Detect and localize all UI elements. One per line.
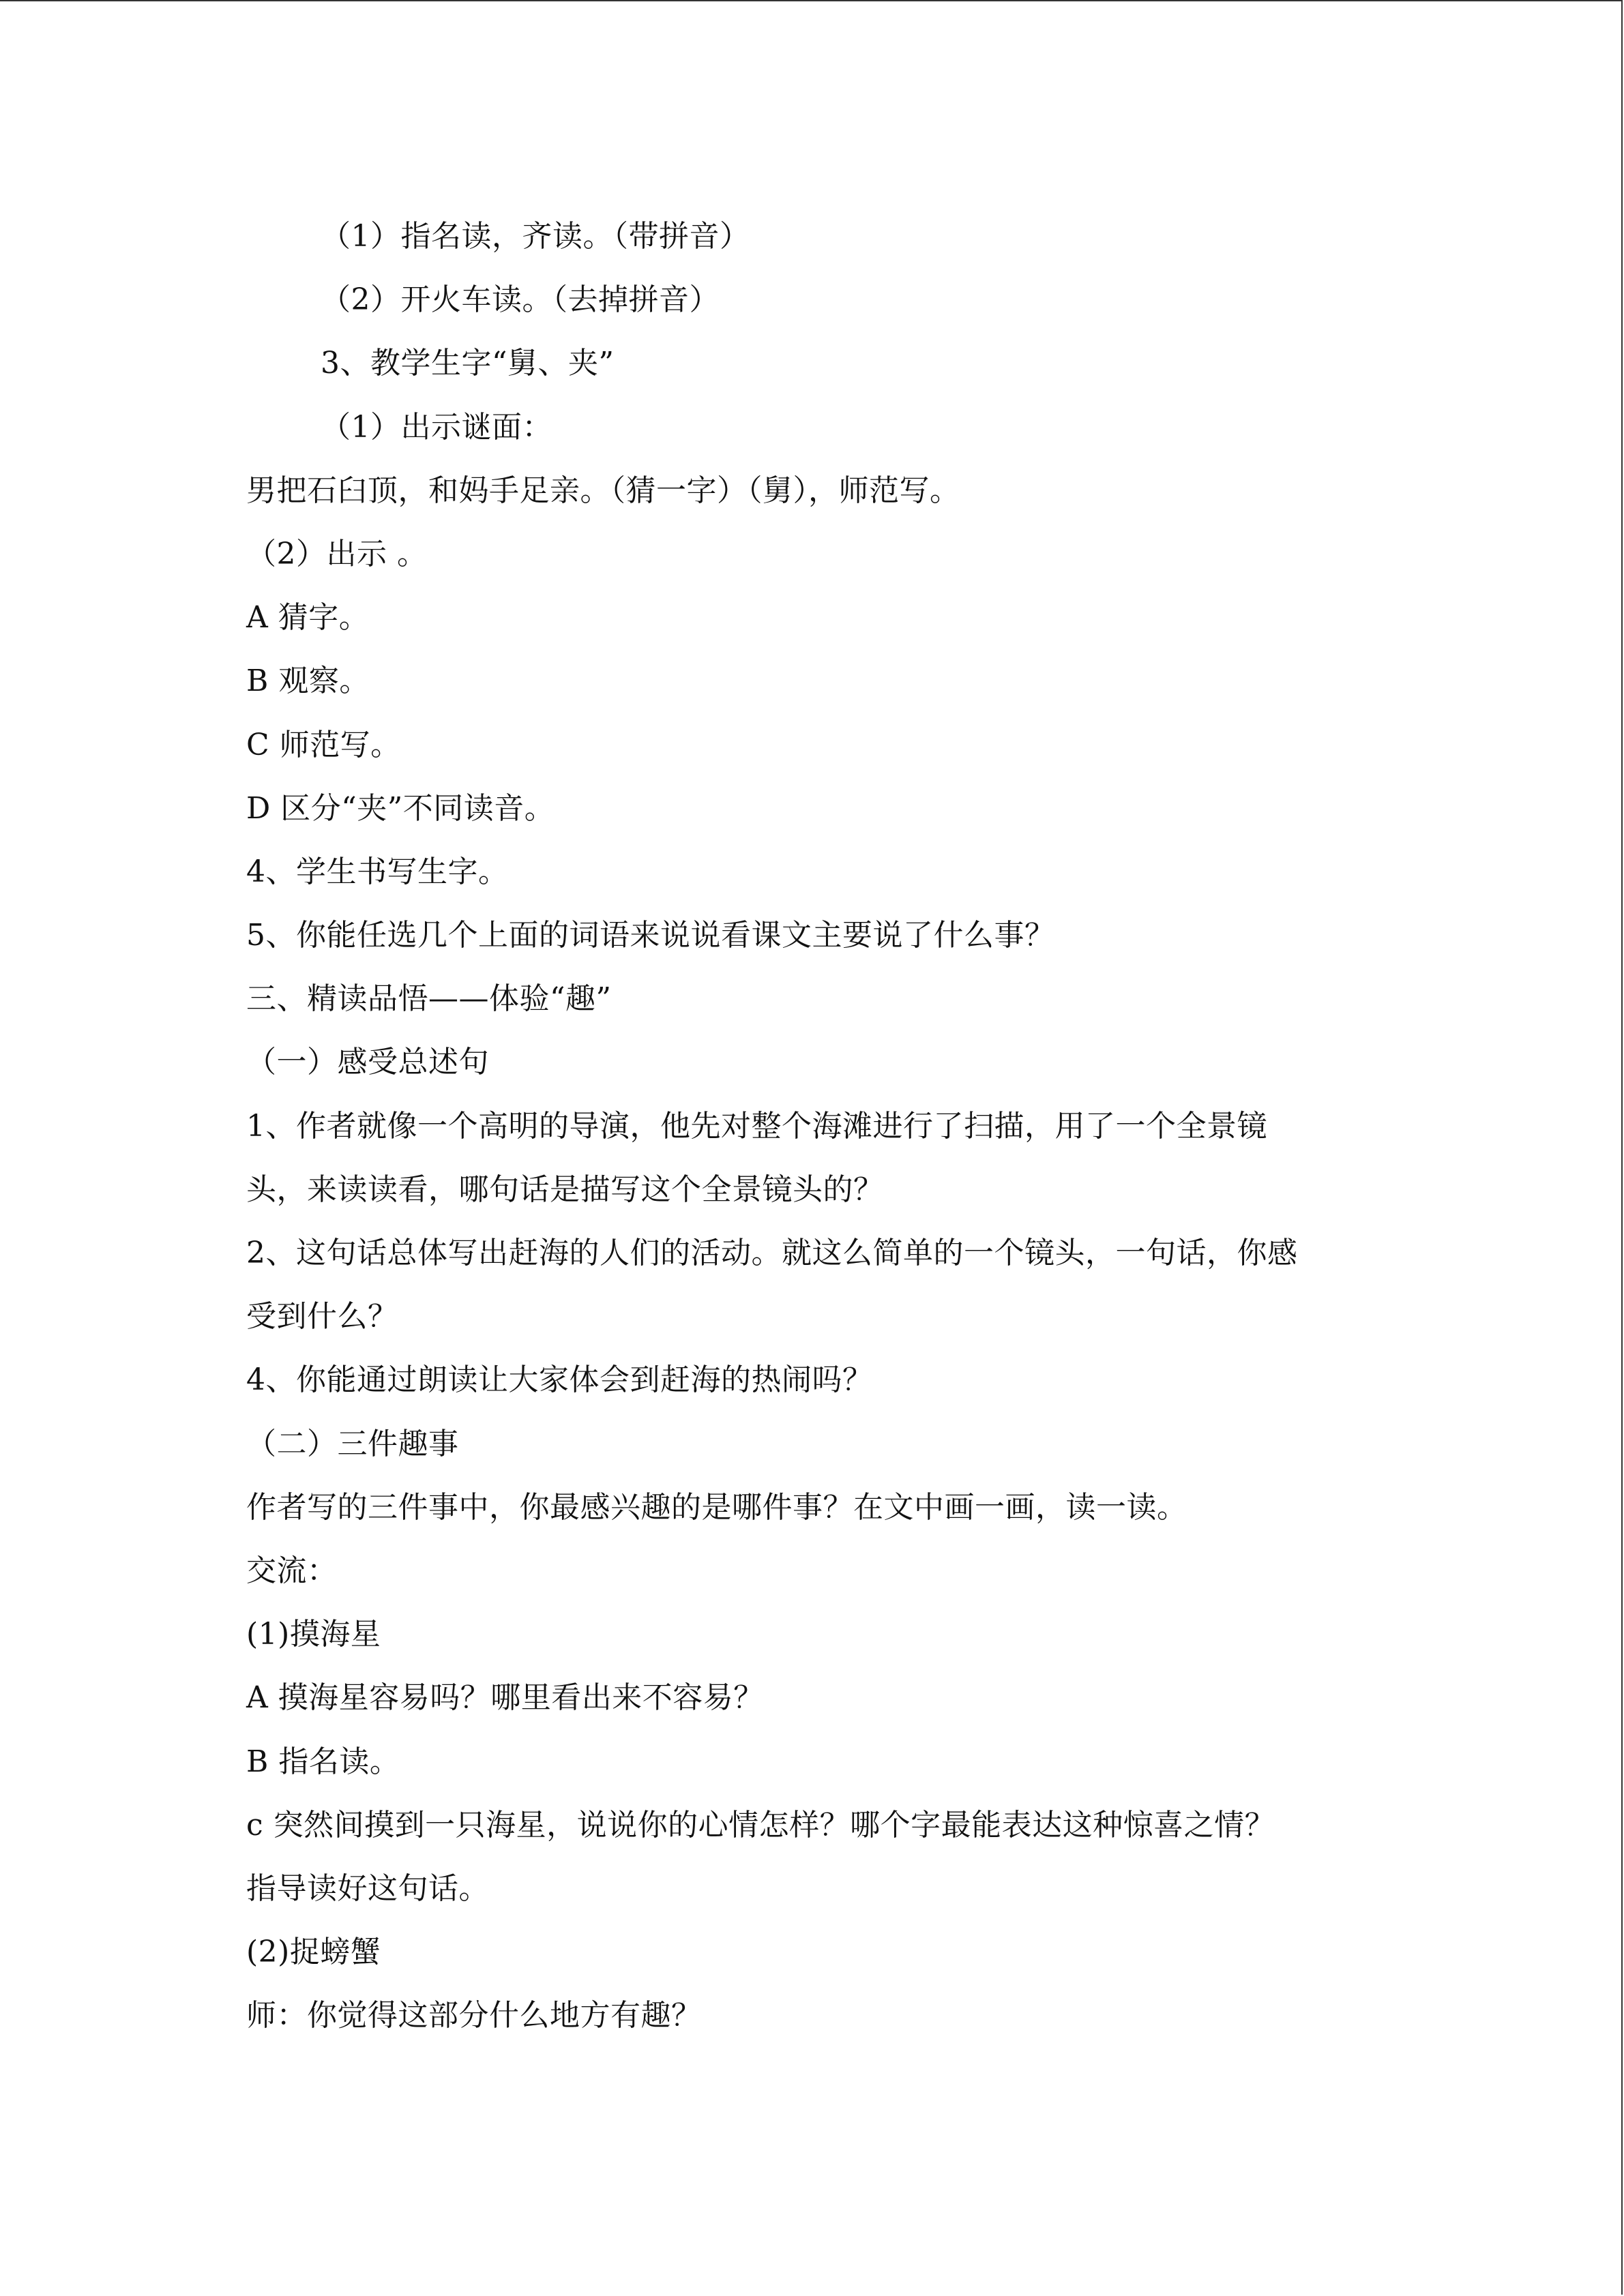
text-line: （1）出示谜面： — [321, 409, 552, 445]
text-line: c 突然间摸到一只海星，说说你的心情怎样？哪个字最能表达这种惊喜之情？ — [246, 1807, 1275, 1843]
text-line: 受到什么？ — [246, 1299, 398, 1335]
text-line: 5、你能任选几个上面的词语来说说看课文主要说了什么事？ — [246, 918, 1055, 953]
text-line: 头，来读读看，哪句话是描写这个全景镜头的？ — [246, 1172, 884, 1207]
text-line: (1)摸海星 — [246, 1617, 381, 1652]
text-line: B 观察。 — [246, 664, 370, 699]
text-line: D 区分“夹”不同读音。 — [246, 790, 555, 826]
text-line: 1、作者就像一个高明的导演，他先对整个海滩进行了扫描，用了一个全景镜 — [246, 1108, 1267, 1144]
text-line: 2、这句话总体写出赶海的人们的活动。就这么简单的一个镜头，一句话，你感 — [246, 1236, 1298, 1270]
subsection-heading: （一）感受总述句 — [246, 1045, 489, 1080]
text-line: （1）指名读，齐读。（带拼音） — [321, 219, 750, 254]
text-line: A 摸海星容易吗？哪里看出来不容易？ — [246, 1680, 764, 1716]
text-line: (2)捉螃蟹 — [246, 1935, 381, 1970]
text-line: 男把石臼顶，和妈手足亲。（猜一字）（舅），师范写。 — [246, 473, 960, 508]
text-line: B 指名读。 — [246, 1744, 400, 1779]
section-heading: 三、精读品悟——体验“趣” — [246, 981, 612, 1017]
text-line: 指导读好这句话。 — [246, 1870, 489, 1906]
text-line: A 猜字。 — [246, 600, 370, 636]
text-line: 4、学生书写生字。 — [246, 854, 509, 889]
text-line: 交流： — [246, 1553, 338, 1588]
text-line: C 师范写。 — [246, 727, 401, 762]
text-line: 师：你觉得这部分什么地方有趣？ — [246, 1998, 702, 2033]
text-line: （2）出示 。 — [246, 536, 428, 571]
document-body — [246, 205, 1378, 2047]
text-line: （2）开火车读。（去掉拼音） — [321, 282, 720, 318]
text-line: 3、教学生字“舅、夹” — [321, 346, 615, 381]
subsection-heading: （二）三件趣事 — [246, 1426, 459, 1461]
text-line: 4、你能通过朗读让大家体会到赶海的热闹吗？ — [246, 1362, 873, 1398]
text-line: 作者写的三件事中，你最感兴趣的是哪件事？在文中画一画，读一读。 — [246, 1489, 1187, 1525]
